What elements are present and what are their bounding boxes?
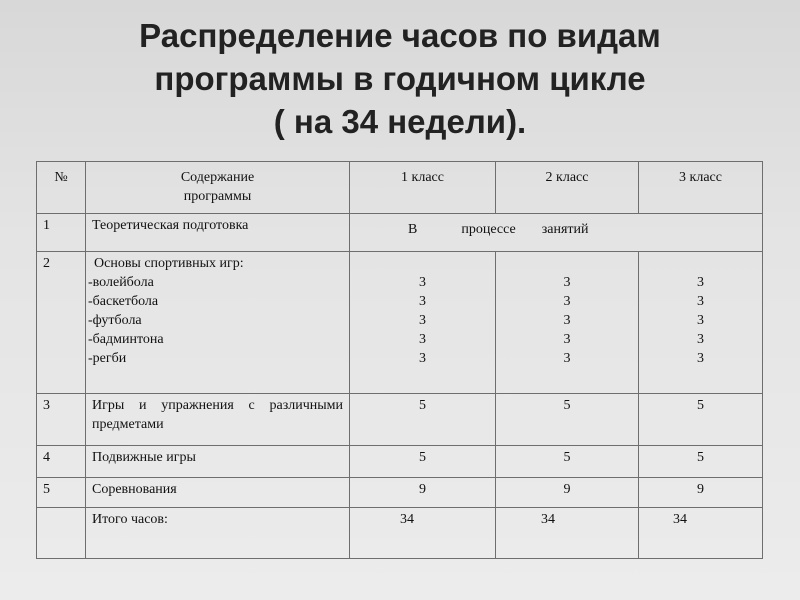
merged-classes-cell bbox=[350, 214, 763, 252]
title-line-2: программы в годичном цикле bbox=[154, 60, 646, 97]
class-1-value: 9 bbox=[350, 478, 496, 508]
row-content: Игры и упражнения с различными предметами bbox=[86, 394, 350, 446]
row-number: 3 bbox=[37, 394, 86, 446]
merged-word-3: занятий bbox=[541, 222, 589, 237]
row-content: Подвижные игры bbox=[86, 446, 350, 478]
class-3-value: 9 bbox=[639, 478, 763, 508]
class-1-values bbox=[350, 252, 496, 394]
value: 3 bbox=[697, 294, 704, 309]
row-number: 2 bbox=[37, 252, 86, 394]
row-number: 1 bbox=[37, 214, 86, 252]
class-2-value: 5 bbox=[496, 394, 639, 446]
header-content-line-1: Содержание bbox=[180, 170, 255, 185]
row-number bbox=[37, 508, 86, 559]
header-class-3: 3 класс bbox=[639, 162, 763, 214]
class-1-value: 5 bbox=[350, 394, 496, 446]
row-content-total-label: Итого часов: bbox=[86, 508, 350, 559]
value: 3 bbox=[419, 275, 426, 290]
value: 3 bbox=[697, 351, 704, 366]
row-content bbox=[86, 252, 350, 394]
class-1-value: 5 bbox=[350, 446, 496, 478]
header-num: № bbox=[37, 162, 86, 214]
class-1-total: 34 bbox=[350, 508, 496, 559]
value: 3 bbox=[563, 332, 571, 347]
slide-title bbox=[0, 14, 800, 143]
table-row bbox=[37, 508, 763, 559]
table-header-row bbox=[37, 162, 763, 214]
hours-distribution-table bbox=[36, 161, 763, 559]
list-item: -футбола bbox=[88, 313, 142, 328]
row-number: 4 bbox=[37, 446, 86, 478]
class-3-value: 5 bbox=[639, 446, 763, 478]
list-item: -бадминтона bbox=[88, 332, 164, 347]
header-class-2: 2 класс bbox=[496, 162, 639, 214]
row-content-title: Основы спортивных игр: bbox=[94, 256, 244, 271]
list-item: -волейбола bbox=[88, 275, 154, 290]
merged-word-2: процессе bbox=[461, 222, 516, 237]
title-line-3: ( на 34 недели). bbox=[273, 103, 527, 140]
header-content bbox=[86, 162, 350, 214]
title-line-1: Распределение часов по видам bbox=[139, 17, 661, 54]
value: 3 bbox=[697, 332, 704, 347]
class-2-total: 34 bbox=[496, 508, 639, 559]
table-row bbox=[37, 478, 763, 508]
value: 3 bbox=[419, 294, 426, 309]
class-3-total: 34 bbox=[639, 508, 763, 559]
value: 3 bbox=[697, 275, 704, 290]
list-item: -баскетбола bbox=[88, 294, 159, 309]
value: 3 bbox=[419, 332, 426, 347]
class-2-values bbox=[496, 252, 639, 394]
value: 3 bbox=[419, 351, 426, 366]
value: 3 bbox=[697, 313, 704, 328]
merged-word-1: В bbox=[408, 222, 418, 237]
class-3-values bbox=[639, 252, 763, 394]
table-row bbox=[37, 252, 763, 394]
row-number: 5 bbox=[37, 478, 86, 508]
row-content: Соревнования bbox=[86, 478, 350, 508]
value: 3 bbox=[563, 351, 571, 366]
value: 3 bbox=[419, 313, 426, 328]
header-content-line-2: программы bbox=[183, 189, 252, 204]
value: 3 bbox=[563, 294, 571, 309]
value: 3 bbox=[563, 313, 571, 328]
table-row bbox=[37, 446, 763, 478]
list-item: -регби bbox=[88, 351, 127, 366]
table-row bbox=[37, 214, 763, 252]
class-3-value: 5 bbox=[639, 394, 763, 446]
row-content: Теоретическая подготовка bbox=[86, 214, 350, 252]
value: 3 bbox=[563, 275, 571, 290]
class-2-value: 5 bbox=[496, 446, 639, 478]
class-2-value: 9 bbox=[496, 478, 639, 508]
table-row bbox=[37, 394, 763, 446]
header-class-1: 1 класс bbox=[350, 162, 496, 214]
